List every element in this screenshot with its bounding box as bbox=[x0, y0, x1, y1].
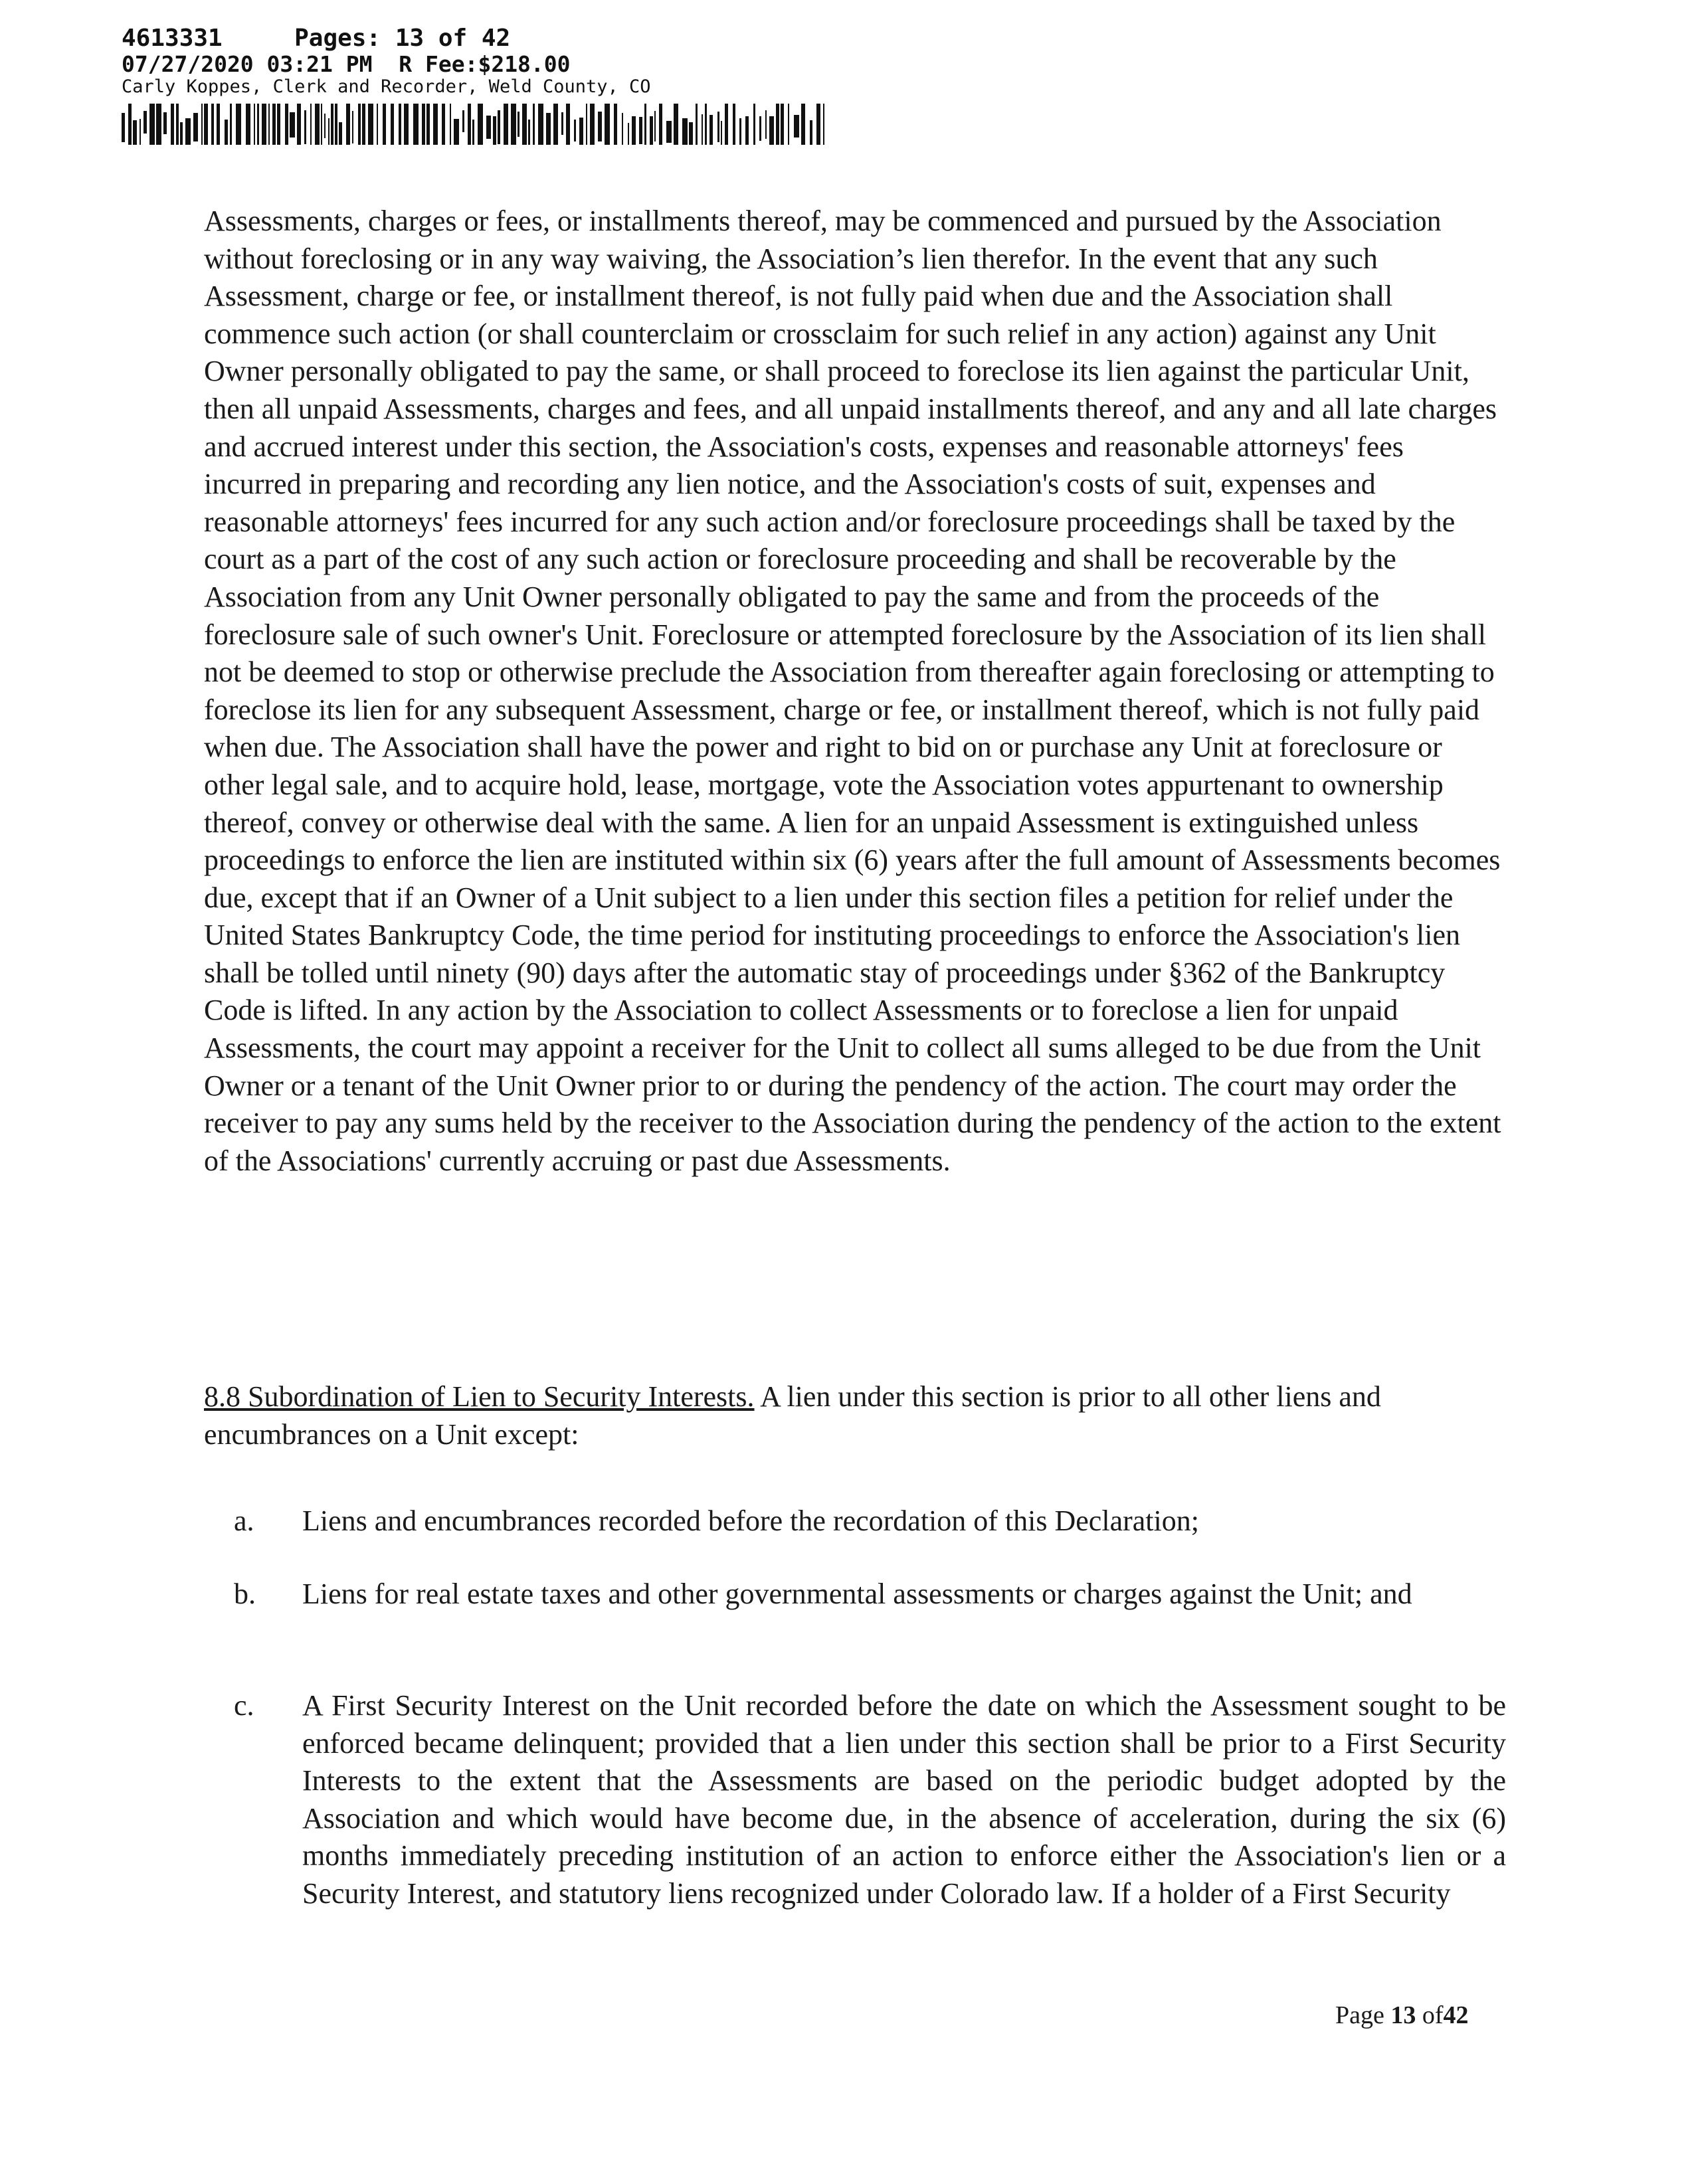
recording-datetime: 07/27/2020 03:21 PM bbox=[122, 51, 373, 77]
barcode-bar bbox=[128, 104, 132, 145]
barcode-bar bbox=[304, 110, 306, 144]
barcode-bar bbox=[561, 112, 563, 135]
barcode-bar bbox=[639, 117, 642, 144]
barcode-bar bbox=[666, 121, 672, 143]
barcode-bar bbox=[399, 104, 401, 145]
barcode-bar bbox=[696, 104, 698, 145]
recording-fee: R Fee:$218.00 bbox=[399, 51, 571, 77]
barcode-bar bbox=[454, 119, 459, 145]
barcode-bar bbox=[682, 118, 688, 145]
barcode-bar bbox=[204, 104, 208, 145]
barcode-bar bbox=[391, 104, 394, 145]
barcode-bar bbox=[622, 113, 623, 145]
barcode-bar bbox=[297, 104, 301, 145]
barcode-bar bbox=[225, 120, 228, 145]
barcode-bar bbox=[709, 115, 713, 145]
barcode-bar bbox=[433, 104, 438, 145]
list-item-text: Liens and encumbrances recorded before the recordation of this Declaration; bbox=[302, 1504, 1199, 1537]
page-footer bbox=[1335, 2001, 1469, 2030]
barcode-bar bbox=[823, 104, 824, 145]
barcode-bar bbox=[753, 104, 755, 145]
barcode-bar bbox=[346, 104, 350, 145]
barcode-bar bbox=[759, 116, 761, 141]
barcode-bar bbox=[254, 104, 255, 145]
page-of-label: of bbox=[1422, 2001, 1444, 2029]
barcode-bar bbox=[553, 104, 558, 145]
barcode-bar bbox=[315, 104, 320, 145]
barcode-bar bbox=[290, 112, 295, 137]
barcode-bar bbox=[788, 104, 789, 145]
barcode-bar bbox=[574, 120, 576, 141]
barcode-bar bbox=[211, 104, 214, 145]
barcode-bar bbox=[486, 116, 491, 139]
barcode-bar bbox=[140, 119, 141, 145]
barcode-bar bbox=[149, 104, 155, 145]
barcode-bar bbox=[193, 113, 198, 141]
barcode-bar bbox=[285, 104, 288, 145]
barcode-bar bbox=[143, 111, 147, 134]
barcode-bar bbox=[368, 104, 373, 145]
barcode-bar bbox=[801, 104, 805, 145]
barcode-bar bbox=[171, 104, 174, 145]
list-marker: b. bbox=[234, 1578, 256, 1610]
section-intro: A lien under this section is prior to all other liens and encumbrances on a Unit except: bbox=[204, 1380, 1381, 1451]
barcode-bar bbox=[511, 104, 516, 145]
barcode-bar bbox=[462, 110, 464, 132]
barcode-bar bbox=[498, 110, 500, 144]
barcode-bar bbox=[185, 118, 191, 145]
barcode-bar bbox=[522, 104, 527, 145]
barcode-bar bbox=[335, 104, 337, 145]
barcode-bar bbox=[628, 123, 629, 145]
barcode-bar bbox=[362, 104, 365, 145]
barcode-bar bbox=[217, 104, 220, 145]
barcode-bar bbox=[272, 104, 276, 145]
recording-stamp bbox=[122, 27, 826, 145]
barcode-bar bbox=[546, 113, 551, 145]
barcode-bar bbox=[614, 104, 617, 145]
barcode-bar bbox=[478, 104, 483, 145]
stamp-reception-line bbox=[122, 27, 826, 50]
barcode-bar bbox=[180, 122, 183, 145]
barcode-bar bbox=[518, 112, 519, 137]
barcode-bar bbox=[328, 118, 330, 145]
reception-number: 4613331 bbox=[122, 25, 223, 52]
barcode-bar bbox=[650, 116, 653, 145]
stamp-clerk-line: Carly Koppes, Clerk and Recorder, Weld County, CO bbox=[122, 76, 651, 97]
barcode-bar bbox=[745, 116, 749, 145]
barcode-bar bbox=[590, 104, 595, 145]
barcode-bar bbox=[674, 104, 678, 145]
barcode-bar bbox=[352, 111, 353, 143]
barcode-bar bbox=[262, 104, 266, 145]
page-number: 13 bbox=[1390, 2001, 1416, 2029]
list-marker: c. bbox=[234, 1689, 254, 1722]
list-item-text: Liens for real estate taxes and other governmental assessments or charges against the Unit; and bbox=[302, 1578, 1412, 1610]
barcode-bar bbox=[598, 112, 602, 141]
barcode-bar bbox=[632, 116, 636, 145]
barcode-bar bbox=[277, 104, 280, 145]
page-total: 42 bbox=[1443, 2001, 1469, 2029]
barcode-bar bbox=[533, 104, 535, 145]
barcode-bar bbox=[702, 114, 703, 145]
barcode-bar bbox=[717, 112, 719, 142]
pages-label: Pages: bbox=[294, 25, 381, 52]
barcode-bar bbox=[450, 104, 451, 145]
list-item-text: A First Security Interest on the Unit recorded before the date on which the Assessment sought to be enforced became delinquent; provided that a lien under this section shall be prior to a First Security Interests to the extent that the Assessments are based on the periodic budget adopted by the Association and which would have become due, in the absence of acceleration, during the six (6) months immediately preceding institution of an action to enforce either the Association's lien or a Security Interest, and statutory liens recognized under Colorado law. If a holder of a First Security bbox=[302, 1689, 1506, 1910]
section-8-8-paragraph bbox=[204, 1378, 1506, 1453]
barcode-bar bbox=[156, 104, 161, 145]
barcode-bar bbox=[442, 104, 445, 145]
barcode-bar bbox=[163, 112, 167, 134]
barcode-bar bbox=[201, 104, 203, 145]
barcode-bar bbox=[654, 111, 656, 141]
continuation-paragraph: Assessments, charges or fees, or installments thereof, may be commenced and pursued by the Association without foreclosing or in any way waiving, the Association’s lien therefor. In the event that any such Assessment, charge or fee, or installment thereof, is not fully paid when due and the Association shall commence such action (or shall counterclaim or crossclaim for such relief in any action) against any Unit Owner personally obligated to pay the same, or shall proceed to foreclose its lien against the particular Unit, then all unpaid Assessments, charges and fees, and all unpaid installments thereof, and any and all late charges and accrued interest under this section, the Association's costs, expenses and reasonable attorneys' fees incurred in preparing and recording any lien notice, and the Association's costs of suit, expenses and reasonable attorneys' fees incurred for any such action and/or foreclosure proceedings shall be taxed by the court as a part of the cost of any such action or foreclosure proceeding and shall be recoverable by the Association from any Unit Owner personally obligated to pay the same and from the proceeds of the foreclosure sale of such owner's Unit. Foreclosure or attempted foreclosure by the Association of its lien shall not be deemed to stop or otherwise preclude the Association from thereafter again foreclosing or attempting to foreclose its lien for any subsequent Assessment, charge or fee, or installment thereof, which is not fully paid when due. The Association shall have the power and right to bid on or purchase any Unit at foreclosure or other legal sale, and to acquire hold, lease, mortgage, vote the Association votes appurtenant to ownership thereof, convey or otherwise deal with the same. A lien for an unpaid Assessment is extinguished unless proceedings to enforce the lien are instituted within six (6) years after the full amount of Assessments becomes due, except that if an Owner of a Unit subject to a lien under this section files a petition for relief under the United States Bankruptcy Code, the time period for instituting proceedings to enforce the Association's lien shall be tolled until ninety (90) days after the automatic stay of proceedings under §362 of the Bankruptcy Code is lifted. In any action by the Association to collect Assessments or to foreclose a lien for unpaid Assessments, the court may appoint a receiver for the Unit to collect all sums alleged to be due from the Unit Owner or a tenant of the Unit Owner prior to or during the pendency of the action. The court may order the receiver to pay any sums held by the receiver to the Association during the pendency of the action to the extent of the Associations' currently accruing or past due Assessments. bbox=[204, 205, 1501, 1177]
barcode-bar bbox=[383, 104, 386, 145]
barcode-bar bbox=[586, 104, 587, 145]
barcode-bar bbox=[739, 118, 741, 145]
page-label: Page bbox=[1335, 2001, 1384, 2029]
barcode-bar bbox=[538, 104, 543, 145]
barcode-bar bbox=[705, 104, 707, 145]
barcode-bar bbox=[733, 104, 735, 145]
barcode-bar bbox=[331, 104, 333, 145]
barcode-bar bbox=[310, 104, 312, 145]
barcode-bar bbox=[769, 116, 774, 145]
barcode-bar bbox=[776, 104, 779, 145]
barcode-bar bbox=[659, 104, 662, 145]
barcode-bar bbox=[689, 122, 693, 145]
stamp-date-line bbox=[122, 53, 826, 75]
barcode-bar bbox=[794, 115, 799, 137]
barcode-bar bbox=[422, 104, 425, 145]
recording-barcode bbox=[122, 104, 826, 145]
barcode-bar bbox=[468, 104, 471, 145]
barcode-bar bbox=[246, 104, 250, 145]
barcode-bar bbox=[339, 122, 342, 145]
barcode-bar bbox=[579, 118, 583, 145]
barcode-bar bbox=[810, 120, 812, 145]
barcode-bar bbox=[133, 120, 137, 145]
barcode-bar bbox=[404, 104, 409, 145]
barcode-bar bbox=[358, 104, 361, 145]
barcode-bar bbox=[605, 104, 610, 145]
barcode-bar bbox=[725, 104, 728, 145]
barcode-bar bbox=[493, 116, 496, 145]
barcode-bar bbox=[413, 104, 419, 145]
barcode-bar bbox=[321, 104, 322, 145]
barcode-bar bbox=[122, 113, 125, 142]
barcode-bar bbox=[324, 114, 326, 138]
barcode-bar bbox=[816, 104, 820, 145]
barcode-bar bbox=[176, 104, 179, 145]
barcode-bar bbox=[781, 104, 784, 145]
barcode-bar bbox=[721, 121, 722, 145]
barcode-bar bbox=[644, 104, 646, 145]
barcode-bar bbox=[504, 104, 508, 145]
barcode-bar bbox=[377, 104, 378, 145]
barcode-bar bbox=[230, 104, 232, 145]
section-heading: 8.8 Subordination of Lien to Security Interests. bbox=[204, 1380, 755, 1413]
barcode-bar bbox=[426, 104, 430, 145]
barcode-bar bbox=[472, 120, 474, 145]
barcode-bar bbox=[257, 104, 259, 145]
barcode-bar bbox=[765, 110, 767, 139]
barcode-bar bbox=[236, 104, 241, 145]
barcode-bar bbox=[268, 104, 270, 145]
barcode-bar bbox=[566, 104, 570, 145]
list-marker: a. bbox=[234, 1504, 254, 1537]
barcode-bar bbox=[528, 120, 530, 145]
pages-value: 13 of 42 bbox=[395, 25, 511, 52]
